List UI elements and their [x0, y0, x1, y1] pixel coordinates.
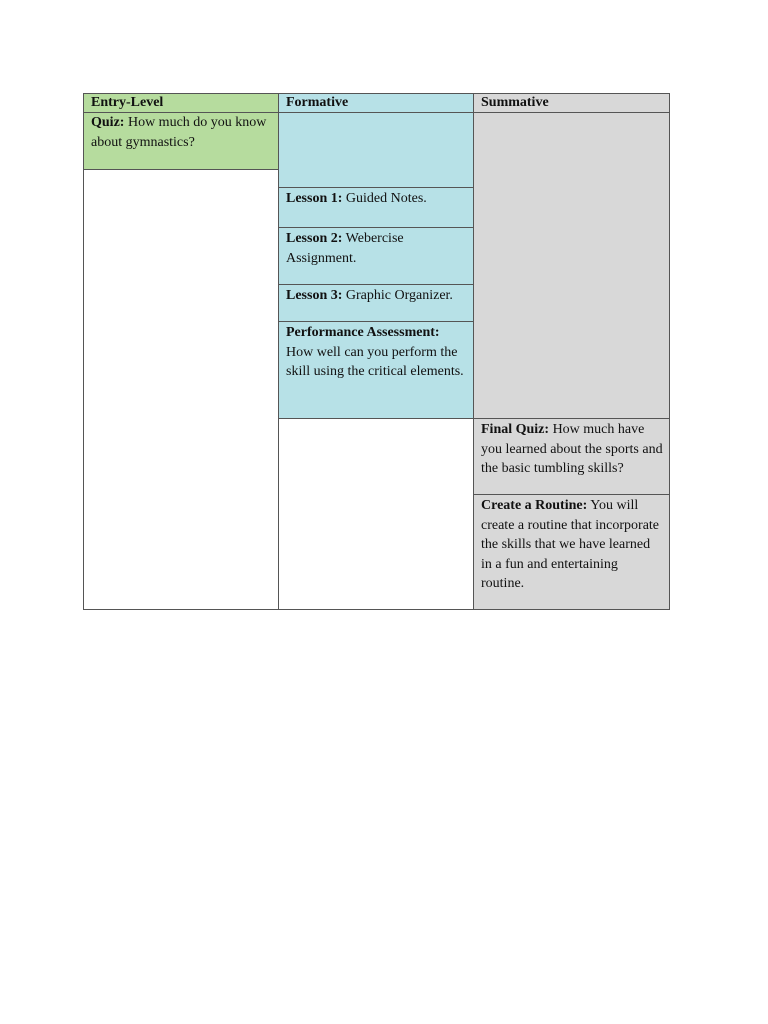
summative-column	[473, 93, 670, 610]
routine-text: You will create a routine that incorporate the skills that we have learned in a fun and entertaining routine.	[481, 498, 660, 591]
performance-text: How well can you perform the skill using the critical elements.	[286, 344, 464, 379]
formative-header: Formative	[279, 94, 474, 113]
lesson-1-text: Guided Notes.	[342, 191, 427, 206]
summative-empty-cell	[474, 113, 669, 419]
lesson-2-label: Lesson 2:	[286, 231, 343, 246]
quiz-label: Quiz:	[91, 115, 125, 130]
entry-level-column	[83, 93, 279, 610]
formative-column	[278, 93, 474, 610]
lesson-2-text: Webercise Assignment.	[286, 231, 404, 266]
final-quiz-cell	[474, 419, 669, 495]
create-routine-cell	[474, 495, 669, 609]
lesson-2-cell	[279, 228, 474, 285]
lesson-3-label: Lesson 3:	[286, 288, 343, 303]
quiz-text: How much do you know about gymnastics?	[91, 115, 267, 150]
lesson-3-cell	[279, 285, 474, 322]
formative-empty-cell	[279, 113, 474, 188]
routine-label: Create a Routine:	[481, 498, 588, 513]
lesson-1-cell	[279, 188, 474, 228]
performance-assessment-cell	[279, 322, 474, 419]
lesson-1-label: Lesson 1:	[286, 191, 343, 206]
quiz-cell	[84, 113, 279, 170]
final-quiz-text: How much have you learned about the sports and the basic tumbling skills?	[481, 422, 663, 476]
final-quiz-label: Final Quiz:	[481, 422, 550, 437]
entry-level-header: Entry-Level	[84, 94, 279, 113]
performance-label: Performance Assessment:	[286, 325, 440, 340]
summative-header: Summative	[474, 94, 669, 113]
lesson-3-text: Graphic Organizer.	[342, 288, 453, 303]
